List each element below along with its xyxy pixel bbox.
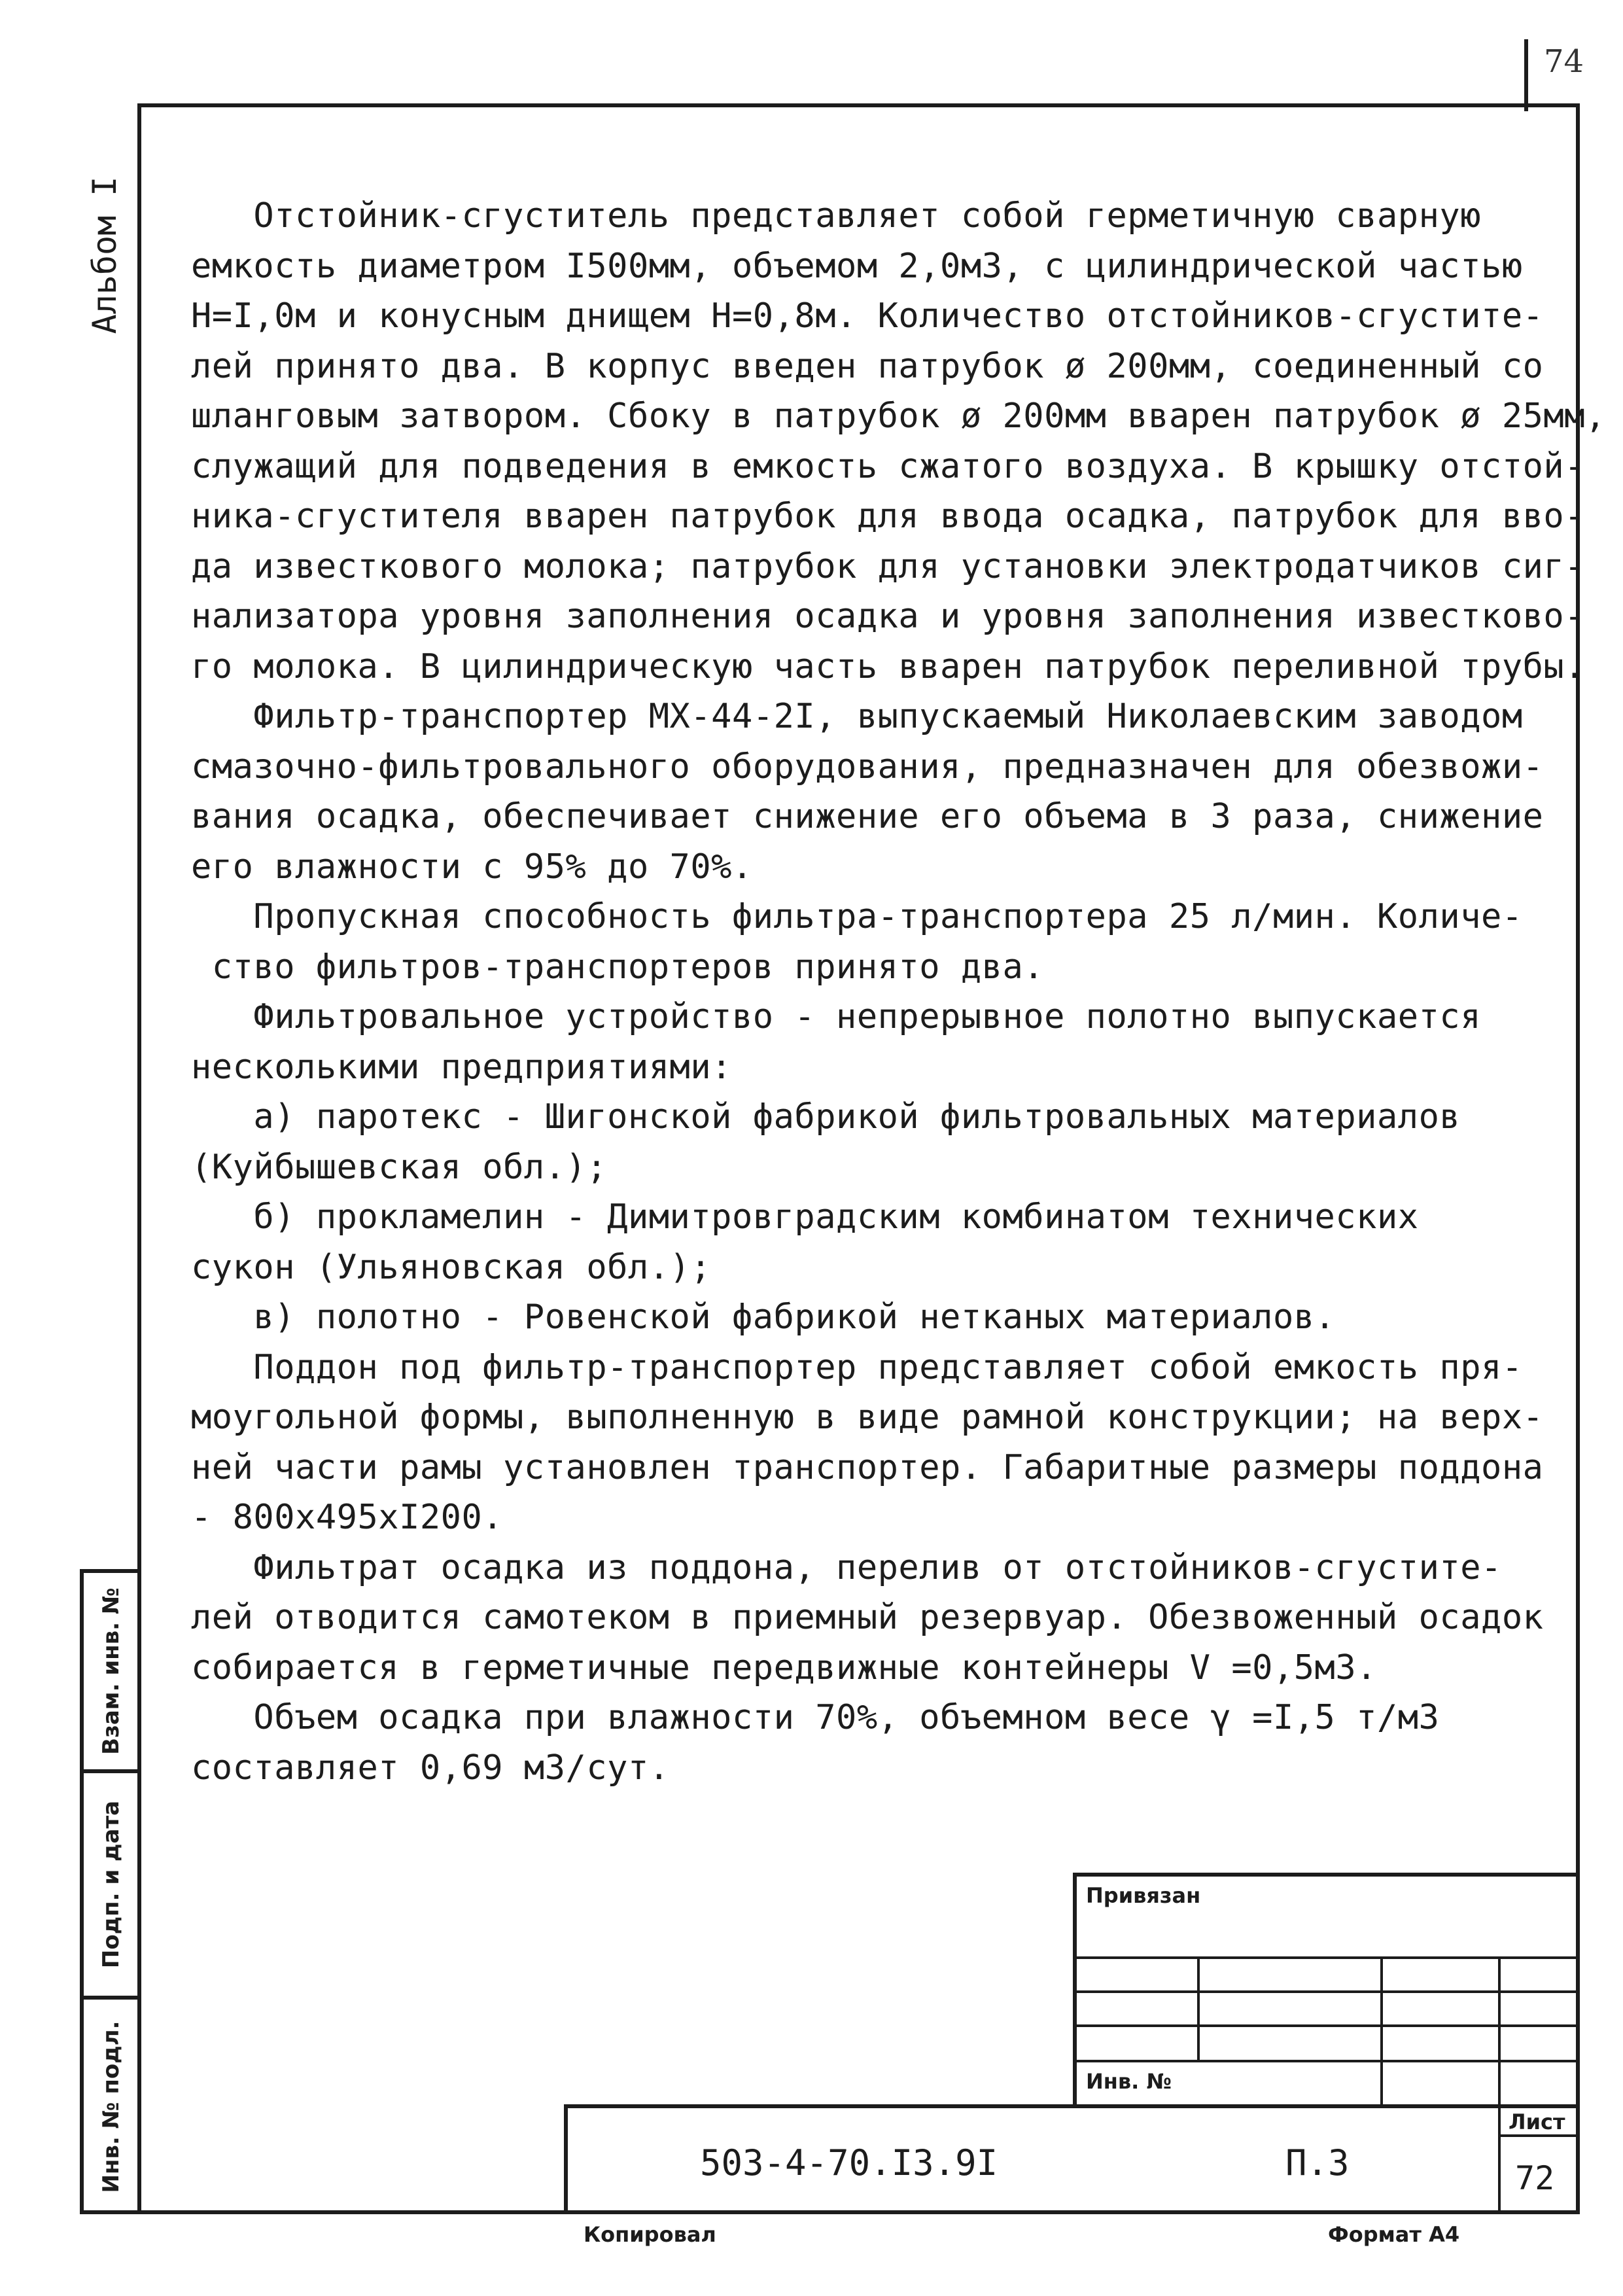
body-line: нализатора уровня заполнения осадка и уровня заполнения известково- bbox=[191, 597, 1586, 636]
body-line: ство фильтров-транспортеров принято два. bbox=[191, 947, 1045, 987]
body-line: Фильтрат осадка из поддона, перелив от отстойников-сгустите- bbox=[191, 1547, 1502, 1587]
body-line: емкость диаметром I500мм, объемом 2,0м3, с цилиндрической частью bbox=[191, 246, 1523, 286]
body-line: лей принято два. В корпус введен патрубок ø 200мм, соединенный со bbox=[191, 346, 1544, 386]
tb-line bbox=[1073, 1873, 1580, 1877]
body-line: б) прокламелин - Димитровградским комбинатом технических bbox=[191, 1197, 1419, 1237]
body-line: смазочно-фильтровального оборудования, предназначен для обезвожи- bbox=[191, 747, 1544, 786]
body-line: Объем осадка при влажности 70%, объемном весе γ =I,5 т/м3 bbox=[191, 1698, 1440, 1737]
album-label-text: Альбом I bbox=[86, 176, 124, 334]
body-line: Отстойник-сгуститель представляет собой герметичную сварную bbox=[191, 196, 1482, 236]
body-line: Пропускная способность фильтра-транспортера 25 л/мин. Количе- bbox=[191, 897, 1523, 936]
copied-label: Копировал bbox=[584, 2222, 716, 2247]
body-line: составляет 0,69 м3/сут. bbox=[191, 1748, 670, 1788]
body-line: Н=I,0м и конусным днищем Н=0,8м. Количество отстойников-сгустите- bbox=[191, 296, 1544, 336]
body-line: (Куйбышевская обл.); bbox=[191, 1147, 608, 1187]
tb-line bbox=[1073, 2024, 1580, 2027]
body-line: Поддон под фильтр-транспортер представляет собой емкость пря- bbox=[191, 1347, 1523, 1387]
body-line: служащий для подведения в емкость сжатого воздуха. В крышку отстой- bbox=[191, 446, 1586, 486]
body-line: - 800х495хI200. bbox=[191, 1498, 504, 1537]
section-code: П.3 bbox=[1285, 2142, 1350, 2183]
tb-line bbox=[1498, 1956, 1501, 2214]
body-line: Фильтровальное устройство - непрерывное полотно выпускается bbox=[191, 997, 1482, 1036]
tb-line bbox=[1197, 1956, 1200, 2060]
stamp-inv-podl: Инв. № подл. bbox=[98, 2021, 124, 2193]
format-label: Формат А4 bbox=[1328, 2222, 1460, 2247]
body-line: несколькими предприятиями: bbox=[191, 1047, 732, 1087]
tb-line bbox=[564, 2104, 568, 2214]
inv-no-label: Инв. № bbox=[1086, 2069, 1172, 2094]
tb-line bbox=[1073, 2060, 1580, 2062]
body-line: лей отводится самотеком в приемный резервуар. Обезвоженный осадок bbox=[191, 1598, 1544, 1637]
sheet-label: Лист bbox=[1509, 2110, 1565, 2134]
sheet-number: 72 bbox=[1515, 2159, 1555, 2197]
tb-line bbox=[1073, 1956, 1580, 1959]
body-line: шланговым затвором. Сбоку в патрубок ø 200мм вварен патрубок ø 25мм, bbox=[191, 397, 1606, 436]
tb-line bbox=[564, 2104, 1580, 2108]
body-line: вания осадка, обеспечивает снижение его объема в 3 раза, снижение bbox=[191, 797, 1544, 836]
body-line: Фильтр-транспортер МХ-44-2I, выпускаемый Николаевским заводом bbox=[191, 697, 1523, 736]
body-line: сукон (Ульяновская обл.); bbox=[191, 1247, 712, 1287]
privyazan-label: Привязан bbox=[1086, 1883, 1201, 1908]
page-number: 74 bbox=[1544, 43, 1584, 80]
body-line: а) паротекс - Шигонской фабрикой фильтровальных материалов bbox=[191, 1097, 1461, 1137]
body-line: ней части рамы установлен транспортер. Габаритные размеры поддона bbox=[191, 1447, 1544, 1487]
document-code: 503-4-70.I3.9I bbox=[700, 2142, 998, 2183]
tb-line bbox=[1073, 1990, 1580, 1993]
document-body bbox=[191, 191, 1606, 1793]
body-line: ника-сгустителя вварен патрубок для ввода осадка, патрубок для вво- bbox=[191, 497, 1586, 536]
body-line: го молока. В цилиндрическую часть вварен патрубок переливной трубы. bbox=[191, 646, 1586, 686]
stamp-podp-data: Подп. и дата bbox=[98, 1800, 124, 1969]
page-number-marker-line bbox=[1524, 39, 1528, 111]
body-line: в) полотно - Ровенской фабрикой нетканых материалов. bbox=[191, 1298, 1336, 1337]
body-line: да известкового молока; патрубок для установки электродатчиков сиг- bbox=[191, 546, 1586, 586]
album-label bbox=[65, 157, 144, 353]
body-line: собирается в герметичные передвижные контейнеры V =0,5м3. bbox=[191, 1648, 1377, 1687]
tb-line bbox=[1380, 1956, 1383, 2108]
tb-line bbox=[1498, 2134, 1580, 2137]
body-line: его влажности с 95% до 70%. bbox=[191, 847, 753, 887]
body-line: моугольной формы, выполненную в виде рамной конструкции; на верх- bbox=[191, 1398, 1544, 1437]
stamp-vzam-inv: Взам. инв. № bbox=[98, 1587, 124, 1755]
side-stamp bbox=[80, 1569, 139, 2214]
